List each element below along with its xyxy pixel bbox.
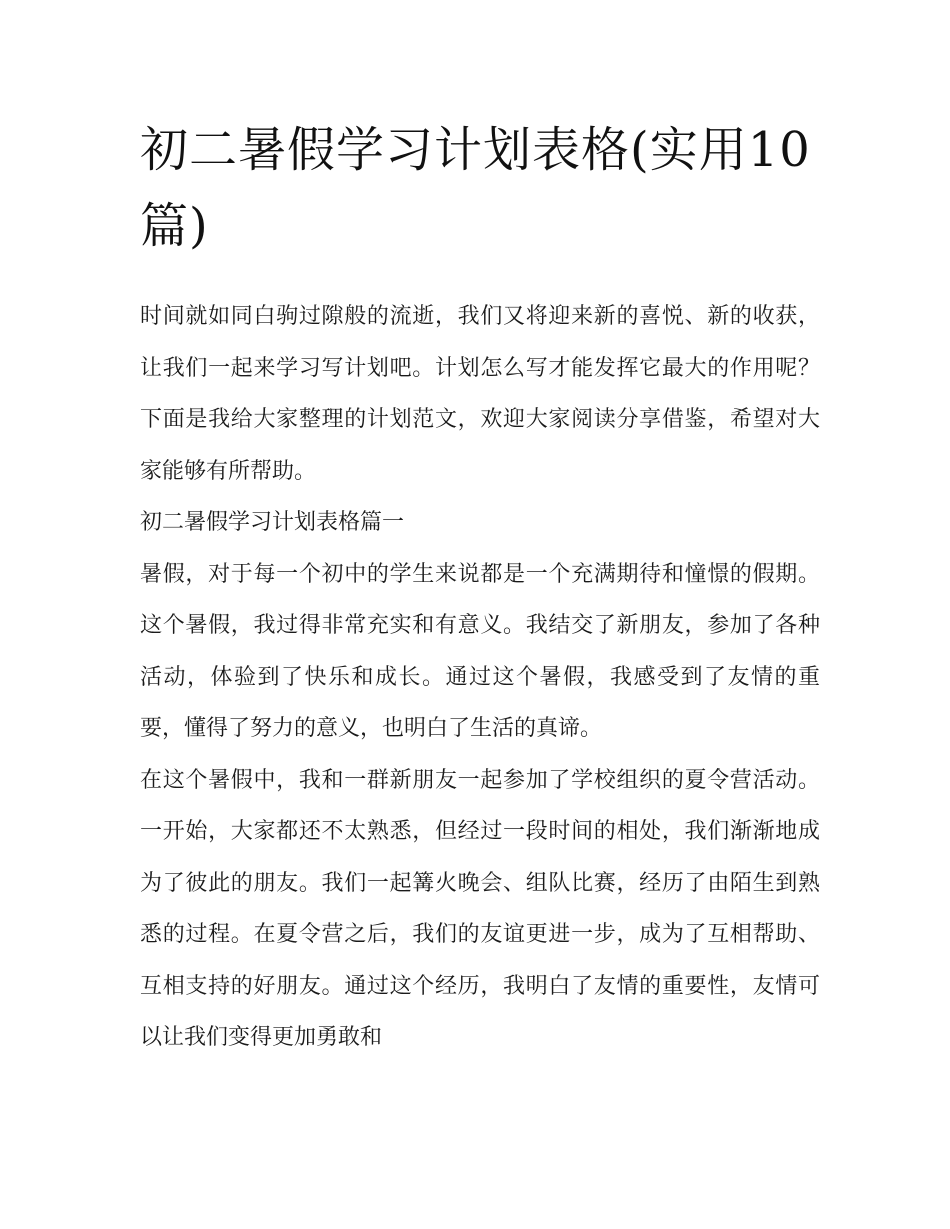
document-page bbox=[140, 112, 820, 1064]
body-paragraph: 在这个暑假中，我和一群新朋友一起参加了学校组织的夏令营活动。一开始，大家都还不太熟悉，但经过一段时间的相处，我们渐渐地成为了彼此的朋友。我们一起篝火晚会、组队比赛，经历了由陌生到熟悉的过程。在夏令营之后，我们的友谊更进一步，成为了互相帮助、互相支持的好朋友。通过这个经历，我明白了友情的重要性，友情可以让我们变得更加勇敢和 bbox=[140, 767, 820, 1050]
document-title: 初二暑假学习计划表格(实用10篇) bbox=[140, 122, 811, 254]
section-heading: 初二暑假学习计划表格篇一 bbox=[140, 510, 405, 535]
intro-paragraph: 时间就如同白驹过隙般的流逝，我们又将迎来新的喜悦、新的收获，让我们一起来学习写计划吧。计划怎么写才能发挥它最大的作用呢？下面是我给大家整理的计划范文，欢迎大家阅读分享借鉴，希望对大家能够有所帮助。 bbox=[140, 304, 820, 484]
body-paragraph: 暑假，对于每一个初中的学生来说都是一个充满期待和憧憬的假期。这个暑假，我过得非常充实和有意义。我结交了新朋友，参加了各种活动，体验到了快乐和成长。通过这个暑假，我感受到了友情的重要，懂得了努力的意义，也明白了生活的真谛。 bbox=[140, 561, 820, 741]
